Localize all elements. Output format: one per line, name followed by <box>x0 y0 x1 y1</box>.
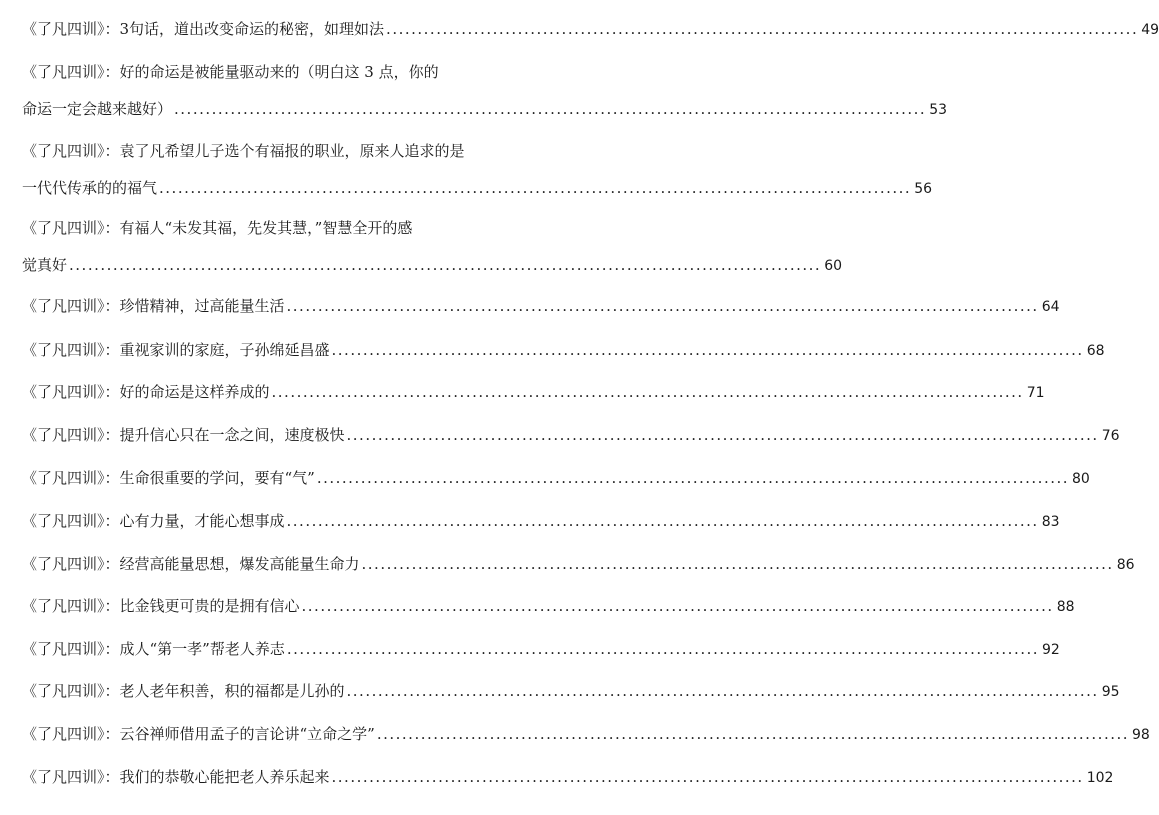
toc-page-number: 68 <box>1086 343 1105 359</box>
toc-leader-dots: ........................................................................................................................ <box>376 725 1130 743</box>
toc-entry-title: 《了凡四训》：有福人“未发其福，先发其慧，”智慧全开的感 <box>22 219 413 237</box>
toc-leader-dots: ........................................................................................................................ <box>271 383 1024 401</box>
toc-page-number: 53 <box>929 102 948 118</box>
toc-entry-title: 《了凡四训》：老人老年积善，积的福都是儿孙的 <box>22 682 345 700</box>
toc-entry[interactable] <box>22 468 1090 488</box>
toc-leader-dots: ........................................................................................................................ <box>346 426 1099 444</box>
toc-entry-title-cont: 命运一定会越来越好） <box>22 100 173 118</box>
toc-page-number: 71 <box>1026 385 1045 401</box>
toc-entry[interactable] <box>22 382 1045 402</box>
toc-page-number: 83 <box>1041 514 1060 530</box>
toc-entry[interactable] <box>22 425 1120 445</box>
toc-entry-title: 《了凡四训》：重视家训的家庭，子孙绵延昌盛 <box>22 341 330 359</box>
toc-leader-dots: ........................................................................................................................ <box>69 256 822 274</box>
toc-entry-title-cont: 觉真好 <box>22 256 68 274</box>
toc-leader-dots: ........................................................................................................................ <box>159 179 912 197</box>
toc-entry[interactable] <box>22 218 843 275</box>
toc-page-number: 98 <box>1132 727 1150 743</box>
toc-entry[interactable] <box>22 296 1060 316</box>
toc-page-number: 102 <box>1086 770 1114 786</box>
toc-entry[interactable] <box>22 19 1159 39</box>
toc-entry-title: 《了凡四训》：心有力量，才能心想事成 <box>22 512 285 530</box>
toc-entry-title: 《了凡四训》：我们的恭敬心能把老人养乐起来 <box>22 768 330 786</box>
toc-page-number: 76 <box>1101 428 1120 444</box>
toc-leader-dots: ........................................................................................................................ <box>346 682 1099 700</box>
toc-entry-title: 《了凡四训》：经营高能量思想，爆发高能量生命力 <box>22 555 360 573</box>
toc-leader-dots: ........................................................................................................................ <box>286 297 1039 315</box>
toc-entry-title: 《了凡四训》：好的命运是被能量驱动来的（明白这 3 点，你的 <box>22 63 439 81</box>
toc-entry[interactable] <box>22 554 1135 574</box>
toc-entry-title-cont: 一代代传承的的福气 <box>22 179 158 197</box>
toc-entry[interactable] <box>22 62 948 119</box>
toc-entry-title: 《了凡四训》：提升信心只在一念之间，速度极快 <box>22 426 345 444</box>
toc-entry-title: 《了凡四训》：袁了凡希望儿子选个有福报的职业，原来人追求的是 <box>22 142 465 160</box>
toc-page-number: 49 <box>1141 22 1159 38</box>
toc-page-number: 88 <box>1056 599 1075 615</box>
toc-page-number: 56 <box>914 181 933 197</box>
toc-entry-title: 《了凡四训》：3句话，道出改变命运的秘密，如理如法 <box>22 20 385 38</box>
toc-entry[interactable] <box>22 596 1075 616</box>
toc-entry-title: 《了凡四训》：珍惜精神，过高能量生活 <box>22 297 285 315</box>
toc-leader-dots: ........................................................................................................................ <box>301 597 1054 615</box>
toc-entry[interactable] <box>22 767 1114 787</box>
toc-entry[interactable] <box>22 141 933 198</box>
toc-page-number: 80 <box>1072 471 1090 487</box>
toc-leader-dots: ........................................................................................................................ <box>386 20 1139 38</box>
toc-entry[interactable] <box>22 681 1120 701</box>
toc-entry[interactable] <box>22 639 1060 659</box>
toc-leader-dots: ........................................................................................................................ <box>316 469 1070 487</box>
toc-page-number: 64 <box>1041 299 1060 315</box>
toc-entry[interactable] <box>22 511 1060 531</box>
toc-entry-title: 《了凡四训》：生命很重要的学问，要有“气” <box>22 469 315 487</box>
toc-leader-dots: ........................................................................................................................ <box>286 512 1039 530</box>
toc-leader-dots: ........................................................................................................................ <box>331 768 1084 786</box>
toc-page-number: 86 <box>1116 557 1135 573</box>
toc-leader-dots: ........................................................................................................................ <box>286 640 1040 658</box>
toc-entry[interactable] <box>22 724 1150 744</box>
toc-entry-title: 《了凡四训》：好的命运是这样养成的 <box>22 383 270 401</box>
toc-page-number: 60 <box>824 258 843 274</box>
toc-leader-dots: ........................................................................................................................ <box>174 100 927 118</box>
toc-entry[interactable] <box>22 340 1105 360</box>
toc-page-number: 92 <box>1042 642 1060 658</box>
toc-entry-title: 《了凡四训》：比金钱更可贵的是拥有信心 <box>22 597 300 615</box>
toc-leader-dots: ........................................................................................................................ <box>331 341 1084 359</box>
toc-leader-dots: ........................................................................................................................ <box>361 555 1114 573</box>
toc-entry-title: 《了凡四训》：云谷禅师借用孟子的言论讲“立命之学” <box>22 725 375 743</box>
toc-entry-title: 《了凡四训》：成人“第一孝”帮老人养志 <box>22 640 285 658</box>
toc-page-number: 95 <box>1101 684 1120 700</box>
